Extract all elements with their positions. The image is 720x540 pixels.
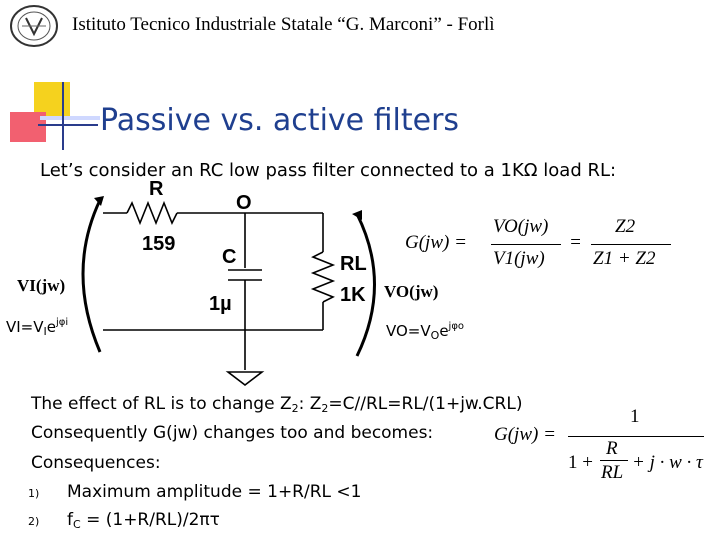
item-2-number: 2) [28, 515, 40, 528]
formula2-r-den: RL [601, 462, 624, 483]
institution-header: Istituto Tecnico Industriale Statale “G. Marconi” - Forlì [72, 14, 495, 35]
input-phasor: $VI=V_Ie^{j\varphi i}$ [6, 317, 69, 338]
load-rl-value: 1K [340, 284, 366, 306]
formula2-den-pre: 1 + [568, 452, 593, 473]
capacitor-c-value: 1µ [209, 293, 232, 315]
body-line-1: The effect of RL is to change $Z_2$: $Z_2=C//RL=RL/(1+jw.CRL)$ [31, 394, 523, 415]
formula1-num1: VO(jw) [493, 216, 549, 237]
formula1-den2: Z1 + Z2 [593, 248, 656, 269]
formula1-den1: V1(jw) [493, 248, 545, 269]
load-rl-label: RL [340, 253, 367, 275]
formula1-lhs: G(jw) = [405, 232, 467, 253]
formula1-eq: = [569, 232, 582, 253]
formula2-lhs: G(jw) = [494, 424, 556, 445]
item-2-text: $f_C = (1+R/RL)/2\pi\tau$ [67, 510, 220, 531]
slide-title: Passive vs. active filters [100, 103, 460, 138]
intro-text: Let’s consider an RC low pass filter connected to a 1KΩ load RL: [40, 160, 617, 181]
body-line-2: Consequently G(jw) changes too and becomes: [31, 423, 434, 443]
formula1-num2: Z2 [615, 216, 636, 237]
formula2-r-num: R [606, 438, 618, 459]
loaded-gain-formula [494, 406, 712, 492]
capacitor-c-label: C [222, 246, 237, 268]
resistor-r-value: 159 [142, 233, 176, 255]
item-1-text: Maximum amplitude = 1+R/RL <1 [67, 482, 362, 502]
output-phasor: $VO=V_Oe^{j\varphi o}$ [386, 321, 465, 342]
input-voltage-label: VI(jw) [17, 276, 66, 295]
output-voltage-label: VO(jw) [384, 282, 439, 301]
formula2-num: 1 [630, 406, 640, 427]
output-node-label: O [236, 192, 252, 214]
item-1-number: 1) [28, 487, 40, 500]
formula2-den-post: + j · w · τ [632, 452, 703, 473]
body-line-3: Consequences: [31, 453, 161, 473]
resistor-r-label: R [149, 178, 164, 200]
transfer-function-formula [405, 216, 705, 278]
